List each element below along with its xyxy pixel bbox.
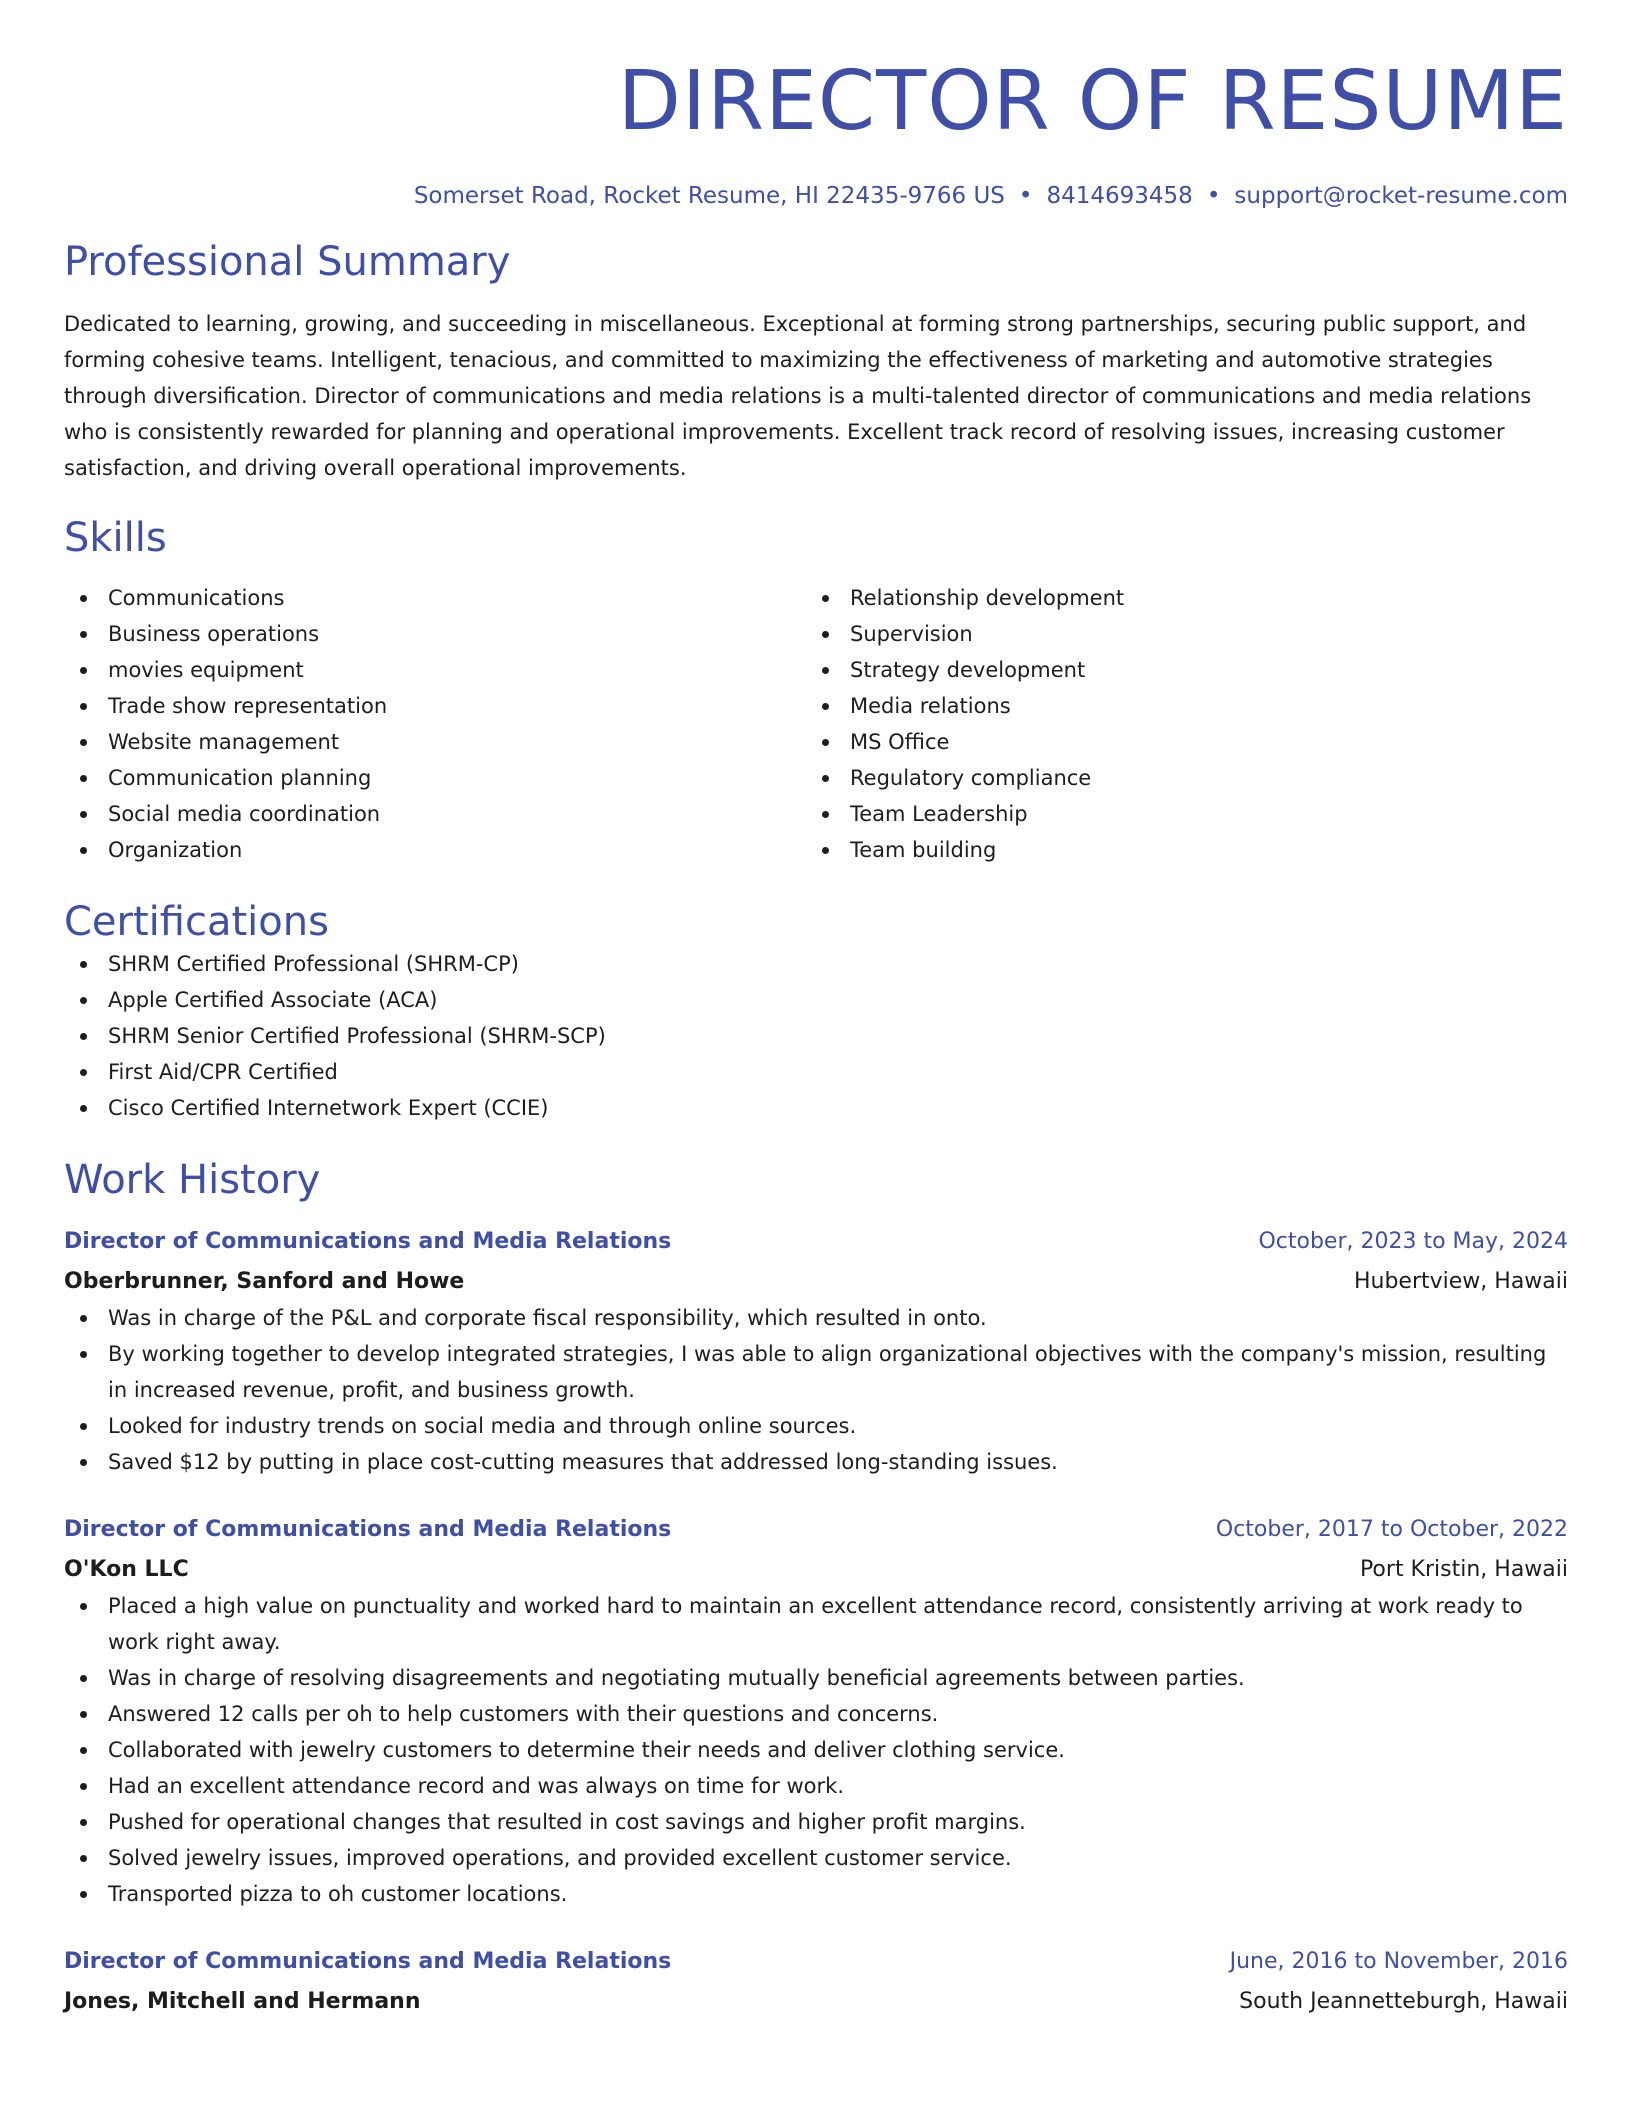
certification-item: SHRM Senior Certified Professional (SHRM-SCP): [64, 1018, 1568, 1054]
job-company-row: [64, 1980, 1568, 2020]
job-duty: Solved jewelry issues, improved operations, and provided excellent customer service.: [64, 1840, 1568, 1876]
job-location: Port Kristin, Hawaii: [1359, 1557, 1568, 1582]
certifications-section: [64, 898, 1568, 1126]
job-company-row: [64, 1260, 1568, 1300]
job-duty: Had an excellent attendance record and was always on time for work.: [64, 1768, 1568, 1804]
job-duty: By working together to develop integrated strategies, I was able to align organizational objectives with the company's mission, resulting in increased revenue, profit, and business growth.: [64, 1336, 1568, 1408]
resume-name: DIRECTOR OF RESUME: [617, 54, 1568, 149]
job-dates: October, 2017 to October, 2022: [1215, 1517, 1568, 1542]
job-title-row: [64, 1944, 1568, 1980]
certifications-heading: Certifications: [64, 899, 329, 945]
summary-text: Dedicated to learning, growing, and succeeding in miscellaneous. Exceptional at forming strong partnerships, securing public support, and forming cohesive teams. Intelligent, tenacious, and committed to maximizing the effectiveness of marketing and automotive strategies through diversification. Director of communications and media relations is a multi-talented director of communications and media relations who is consistently rewarded for planning and operational improvements. Excellent track record of resolving issues, increasing customer satisfaction, and driving overall operational improvements.: [64, 312, 1532, 480]
skill-item: Team building: [806, 832, 1548, 868]
job-duty: Collaborated with jewelry customers to determine their needs and deliver clothing service.: [64, 1732, 1568, 1768]
skills-heading: Skills: [64, 515, 167, 561]
skills-section: [64, 514, 1568, 868]
job-title: Director of Communications and Media Relations: [64, 1949, 672, 1974]
skill-item: Communications: [64, 580, 806, 616]
skill-item: Regulatory compliance: [806, 760, 1548, 796]
skill-item: Relationship development: [806, 580, 1548, 616]
skill-item: Business operations: [64, 616, 806, 652]
job-duty: Pushed for operational changes that resulted in cost savings and higher profit margins.: [64, 1804, 1568, 1840]
certification-item: Apple Certified Associate (ACA): [64, 982, 1568, 1018]
job-entry: [64, 1944, 1568, 2020]
job-company: Oberbrunner, Sanford and Howe: [64, 1269, 465, 1294]
work-history-section: [64, 1156, 1568, 2020]
skill-item: Communication planning: [64, 760, 806, 796]
certification-item: SHRM Certified Professional (SHRM-CP): [64, 946, 1568, 982]
job-duty: Saved $12 by putting in place cost-cutting measures that addressed long-standing issues.: [64, 1444, 1568, 1480]
job-location: South Jeannetteburgh, Hawaii: [1239, 1989, 1568, 2014]
job-entry: [64, 1224, 1568, 1480]
contact-address: Somerset Road, Rocket Resume, HI 22435-9766 US: [413, 183, 1005, 209]
certification-item: Cisco Certified Internetwork Expert (CCIE): [64, 1090, 1568, 1126]
job-duty: Transported pizza to oh customer locations.: [64, 1876, 1568, 1912]
contact-email[interactable]: support@rocket-resume.com: [1234, 183, 1568, 209]
skill-item: Supervision: [806, 616, 1548, 652]
skills-columns: [64, 580, 1568, 868]
contact-separator: •: [1018, 183, 1033, 209]
skill-item: MS Office: [806, 724, 1548, 760]
job-company-row: [64, 1548, 1568, 1588]
job-duties-list: [64, 1588, 1568, 1912]
resume-header: [64, 0, 1568, 212]
skill-item: Media relations: [806, 688, 1548, 724]
skill-item: Social media coordination: [64, 796, 806, 832]
job-title-row: [64, 1224, 1568, 1260]
job-duty: Placed a high value on punctuality and worked hard to maintain an excellent attendance record, consistently arriving at work ready to work right away.: [64, 1588, 1568, 1660]
summary-section: [64, 238, 1568, 486]
job-company: O'Kon LLC: [64, 1557, 189, 1582]
job-company: Jones, Mitchell and Hermann: [64, 1989, 421, 2014]
job-dates: October, 2023 to May, 2024: [1258, 1229, 1568, 1254]
job-duty: Answered 12 calls per oh to help customers with their questions and concerns.: [64, 1696, 1568, 1732]
job-location: Hubertview, Hawaii: [1353, 1269, 1568, 1294]
job-title-row: [64, 1512, 1568, 1548]
skill-item: Website management: [64, 724, 806, 760]
skills-list-right: [806, 580, 1548, 868]
skill-item: Organization: [64, 832, 806, 868]
job-title: Director of Communications and Media Relations: [64, 1229, 672, 1254]
skill-item: Strategy development: [806, 652, 1548, 688]
job-dates: June, 2016 to November, 2016: [1229, 1949, 1568, 1974]
skill-item: Team Leadership: [806, 796, 1548, 832]
job-entry: [64, 1512, 1568, 1912]
contact-phone: 8414693458: [1046, 183, 1193, 209]
contact-line: [64, 180, 1568, 212]
job-duty: Looked for industry trends on social media and through online sources.: [64, 1408, 1568, 1444]
contact-separator: •: [1206, 183, 1221, 209]
job-duty: Was in charge of resolving disagreements and negotiating mutually beneficial agreements between parties.: [64, 1660, 1568, 1696]
job-duty: Was in charge of the P&L and corporate fiscal responsibility, which resulted in onto.: [64, 1300, 1568, 1336]
summary-heading: Professional Summary: [64, 239, 511, 285]
work-history-heading: Work History: [64, 1157, 321, 1203]
skill-item: movies equipment: [64, 652, 806, 688]
skills-list-left: [64, 580, 806, 868]
skill-item: Trade show representation: [64, 688, 806, 724]
certifications-list: [64, 946, 1568, 1126]
certification-item: First Aid/CPR Certified: [64, 1054, 1568, 1090]
job-duties-list: [64, 1300, 1568, 1480]
job-title: Director of Communications and Media Relations: [64, 1517, 672, 1542]
